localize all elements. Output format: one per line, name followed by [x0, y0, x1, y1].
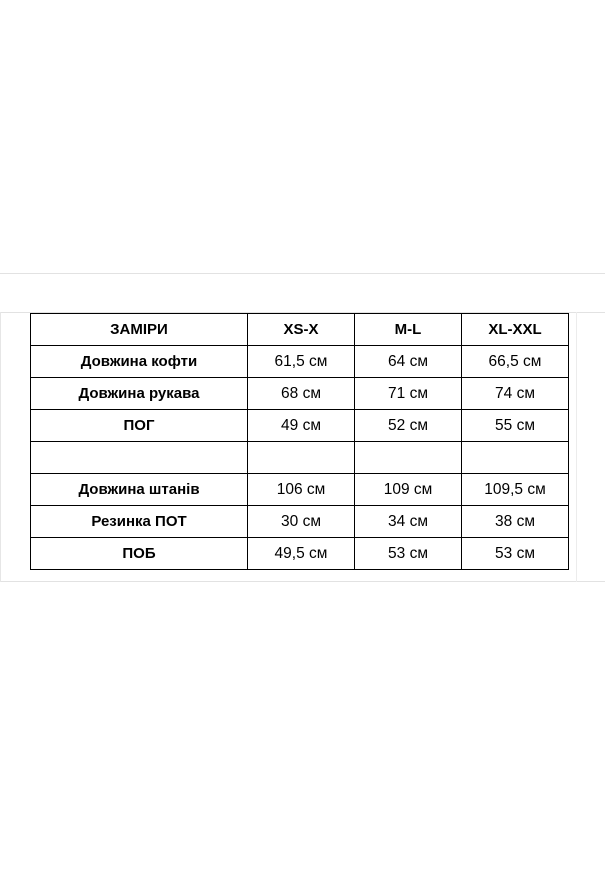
header-size-m-l: M-L: [355, 314, 462, 346]
size-chart-table: [30, 313, 569, 570]
table-cell: [462, 442, 569, 474]
divider-bottom: [0, 581, 605, 582]
table-cell: [248, 442, 355, 474]
table-cell: 68 см: [248, 378, 355, 410]
header-size-xl-xxl: XL-XXL: [462, 314, 569, 346]
row-label: ПОГ: [31, 410, 248, 442]
row-label: Довжина кофти: [31, 346, 248, 378]
table-cell: 109 см: [355, 474, 462, 506]
table-cell: 61,5 см: [248, 346, 355, 378]
table-cell: [355, 442, 462, 474]
divider-left: [0, 312, 1, 582]
row-label: ПОБ: [31, 538, 248, 570]
table-cell: 53 см: [355, 538, 462, 570]
table-row: [31, 538, 569, 570]
table-cell: 66,5 см: [462, 346, 569, 378]
table-row: [31, 474, 569, 506]
table-cell: 74 см: [462, 378, 569, 410]
table-cell: 34 см: [355, 506, 462, 538]
table-cell: 55 см: [462, 410, 569, 442]
table-row: [31, 410, 569, 442]
table-cell: 109,5 см: [462, 474, 569, 506]
row-label: Довжина рукава: [31, 378, 248, 410]
table-header-row: [31, 314, 569, 346]
table-cell: 53 см: [462, 538, 569, 570]
table-cell: 106 см: [248, 474, 355, 506]
table-row-empty: [31, 442, 569, 474]
row-label: [31, 442, 248, 474]
table-row: [31, 506, 569, 538]
table-cell: 49,5 см: [248, 538, 355, 570]
table-row: [31, 378, 569, 410]
row-label: Резинка ПОТ: [31, 506, 248, 538]
table-row: [31, 346, 569, 378]
header-measurements: ЗАМІРИ: [31, 314, 248, 346]
row-label: Довжина штанів: [31, 474, 248, 506]
divider-top: [0, 273, 605, 274]
table-cell: 71 см: [355, 378, 462, 410]
table-cell: 38 см: [462, 506, 569, 538]
header-size-xs-x: XS-X: [248, 314, 355, 346]
table-cell: 30 см: [248, 506, 355, 538]
divider-right: [576, 312, 577, 582]
table-cell: 64 см: [355, 346, 462, 378]
table-cell: 52 см: [355, 410, 462, 442]
table-cell: 49 см: [248, 410, 355, 442]
